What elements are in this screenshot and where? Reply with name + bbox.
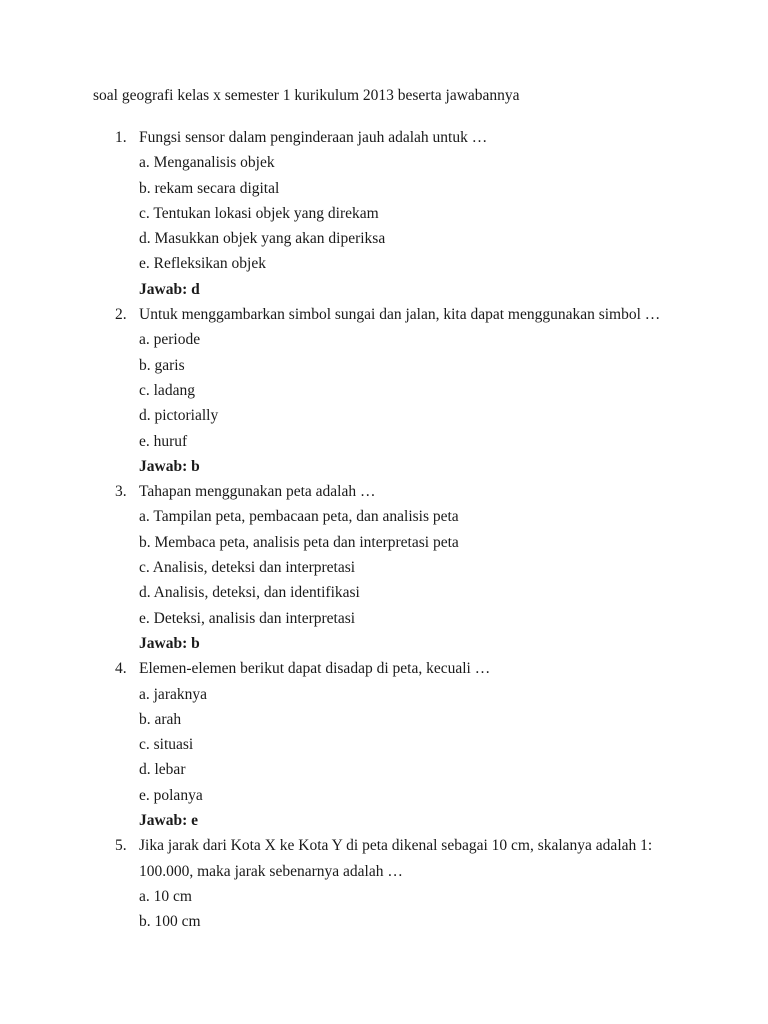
question-text: Tahapan menggunakan peta adalah …	[139, 483, 376, 501]
option-b: b. arah	[139, 710, 182, 728]
question-number: 4.	[115, 660, 127, 678]
question-number: 2.	[115, 306, 127, 324]
option-a: a. Tampilan peta, pembacaan peta, dan analisis peta	[139, 508, 459, 526]
question-text: Elemen-elemen berikut dapat disadap di peta, kecuali …	[139, 660, 491, 678]
option-a: a. Menganalisis objek	[139, 154, 275, 172]
option-d: d. lebar	[139, 761, 186, 779]
option-a: a. periode	[139, 331, 201, 349]
option-b: b. rekam secara digital	[139, 179, 280, 197]
option-c: c. Tentukan lokasi objek yang direkam	[139, 204, 379, 222]
option-d: d. Analisis, deteksi, dan identifikasi	[139, 584, 360, 602]
question-3	[0, 482, 768, 659]
question-4	[0, 659, 768, 836]
question-text: Untuk menggambarkan simbol sungai dan jalan, kita dapat menggunakan simbol …	[139, 306, 661, 324]
question-text-continued: 100.000, maka jarak sebenarnya adalah …	[139, 862, 403, 880]
option-b: b. 100 cm	[139, 913, 201, 931]
option-a: a. jaraknya	[139, 685, 207, 703]
option-e: e. Deteksi, analisis dan interpretasi	[139, 609, 356, 627]
question-list	[0, 128, 768, 938]
answer-key: Jawab: b	[139, 634, 200, 652]
option-c: c. situasi	[139, 736, 194, 754]
answer-key: Jawab: e	[139, 812, 198, 830]
question-number: 1.	[115, 129, 127, 146]
option-d: d. Masukkan objek yang akan diperiksa	[139, 230, 386, 248]
document-title: soal geografi kelas x semester 1 kurikulum 2013 beserta jawabannya	[93, 87, 520, 104]
option-a: a. 10 cm	[139, 887, 192, 905]
option-b: b. Membaca peta, analisis peta dan interpretasi peta	[139, 533, 459, 551]
option-e: e. Refleksikan objek	[139, 255, 266, 273]
question-text: Jika jarak dari Kota X ke Kota Y di peta dikenal sebagai 10 cm, skalanya adalah 1:	[139, 837, 653, 855]
answer-key: Jawab: b	[139, 457, 200, 475]
option-c: c. Analisis, deteksi dan interpretasi	[139, 559, 356, 577]
option-b: b. garis	[139, 356, 185, 374]
option-e: e. huruf	[139, 432, 188, 450]
option-d: d. pictorially	[139, 407, 219, 425]
question-1	[0, 128, 768, 305]
question-number: 5.	[115, 837, 127, 855]
question-5	[0, 836, 768, 937]
question-2	[0, 305, 768, 482]
question-text: Fungsi sensor dalam penginderaan jauh adalah untuk …	[139, 129, 488, 146]
option-e: e. polanya	[139, 786, 203, 804]
option-c: c. ladang	[139, 381, 195, 399]
question-number: 3.	[115, 483, 127, 501]
answer-key: Jawab: d	[139, 280, 200, 298]
